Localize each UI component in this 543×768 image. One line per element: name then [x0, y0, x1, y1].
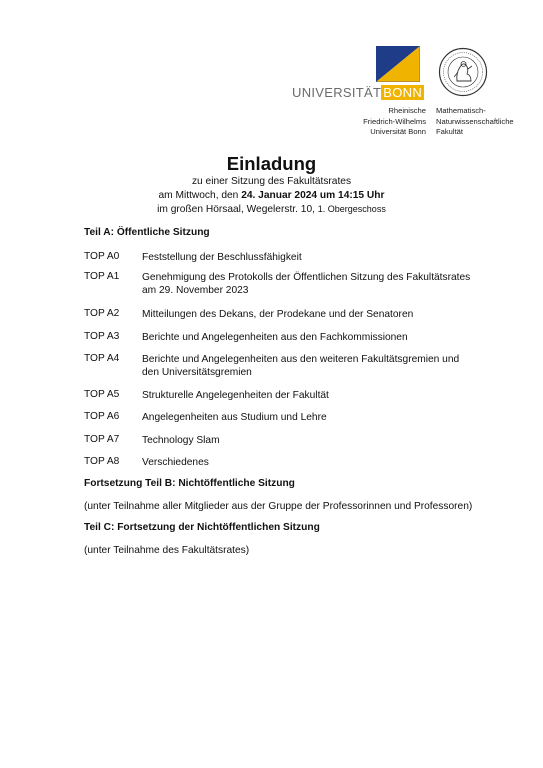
agenda-text: Verschiedenes [142, 457, 209, 468]
inst-left-line-1: Rheinische [388, 106, 426, 115]
subtitle-date-prefix: am Mittwoch, den [158, 190, 242, 201]
agenda-number: TOP A4 [84, 353, 120, 364]
agenda-text: Angelegenheiten aus Studium und Lehre [142, 412, 327, 423]
subtitle-location-floor: 1. Obergeschoss [317, 204, 386, 214]
inst-left-line-2: Friedrich-Wilhelms [363, 116, 426, 126]
agenda-number: TOP A3 [84, 331, 120, 342]
agenda-text: Feststellung der Beschlussfähigkeit [142, 252, 302, 263]
section-heading-a: Teil A: Öffentliche Sitzung [84, 227, 210, 238]
faculty-name-right [436, 106, 514, 138]
inst-left-line-3: Universität Bonn [370, 127, 426, 136]
agenda-item [84, 271, 472, 297]
logo-mark [376, 46, 420, 82]
inst-right-line-1: Mathematisch- [436, 106, 486, 115]
logo-wordmark [292, 84, 424, 102]
subtitle-location [0, 204, 543, 215]
agenda-number: TOP A7 [84, 434, 120, 445]
inst-right-line-2: Naturwissenschaftliche [436, 116, 514, 126]
faculty-seal-icon [438, 47, 488, 97]
agenda-item [84, 411, 327, 424]
agenda-item [84, 251, 302, 264]
document-title: Einladung [226, 153, 317, 174]
agenda-text: Berichte und Angelegenheiten aus den Fachkommissionen [142, 332, 408, 343]
agenda-number: TOP A8 [84, 456, 120, 467]
section-c-note: (unter Teilnahme des Fakultätsrates) [84, 545, 250, 556]
section-heading-c: Teil C: Fortsetzung der Nichtöffentlichen Sitzung [84, 522, 320, 533]
university-logo [292, 46, 423, 104]
agenda-item [84, 389, 329, 402]
agenda-text: Strukturelle Angelegenheiten der Fakultät [142, 390, 329, 401]
subtitle-location-main: im großen Hörsaal, Wegelerstr. 10, [157, 204, 318, 215]
logo-word-universitaet: UNIVERSITÄT [292, 85, 382, 100]
subtitle-meeting: zu einer Sitzung des Fakultätsrates [191, 176, 352, 187]
agenda-item [84, 331, 408, 344]
agenda-number: TOP A2 [84, 308, 120, 319]
agenda-text: Mitteilungen des Dekans, der Prodekane und der Senatoren [142, 309, 414, 320]
section-heading-b: Fortsetzung Teil B: Nichtöffentliche Sitzung [84, 478, 295, 489]
agenda-number: TOP A1 [84, 271, 120, 282]
agenda-item [84, 434, 220, 447]
section-b-note: (unter Teilnahme aller Mitglieder aus der Gruppe der Professorinnen und Professoren) [84, 501, 473, 512]
logo-word-bonn: BONN [383, 85, 423, 100]
inst-right-line-3: Fakultät [436, 127, 464, 136]
agenda-item [84, 353, 472, 379]
agenda-text: Berichte und Angelegenheiten aus den weiteren Fakultätsgremien und den Universitätsgremien [142, 354, 460, 378]
subtitle-date-bold: 24. Januar 2024 um 14:15 Uhr [241, 190, 385, 201]
agenda-number: TOP A6 [84, 411, 120, 422]
institution-name-left [363, 106, 426, 138]
agenda-number: TOP A5 [84, 389, 120, 400]
agenda-number: TOP A0 [84, 251, 120, 262]
agenda-text: Technology Slam [142, 435, 220, 446]
subtitle-date [0, 190, 543, 201]
agenda-text: Genehmigung des Protokolls der Öffentlichen Sitzung des Fakultätsrates am 29. November 2023 [142, 272, 471, 296]
agenda-item [84, 456, 209, 469]
agenda-item [84, 308, 413, 321]
